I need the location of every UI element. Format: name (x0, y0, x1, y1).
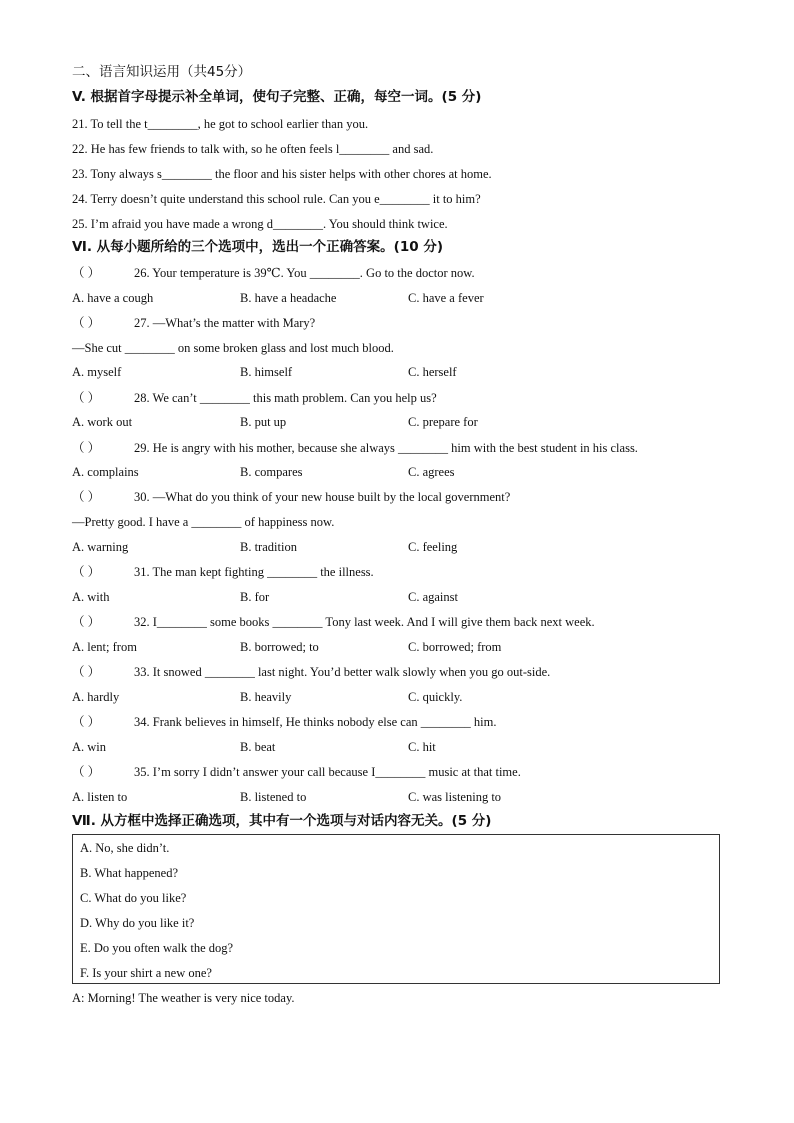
question-text: 28. We can’t ________ this math problem. Can you help us? (134, 391, 437, 405)
answer-paren: （ ） (72, 490, 101, 504)
question-text: 34. Frank believes in himself, He thinks nobody else can ________ him. (134, 715, 497, 729)
option-a: A. myself (72, 365, 122, 379)
question-text: 32. I________ some books ________ Tony last week. And I will give them back next week. (134, 615, 595, 629)
answer-paren: （ ） (72, 316, 101, 330)
option-a: A. have a cough (72, 291, 154, 305)
question-32 (72, 614, 595, 630)
question-29 (72, 440, 638, 456)
question-33 (72, 664, 550, 680)
option-b: B. compares (240, 465, 303, 479)
option-b: B. himself (240, 365, 293, 379)
answer-paren: （ ） (72, 441, 101, 455)
question-text: 35. I’m sorry I didn’t answer your call because I________ music at that time. (134, 765, 521, 779)
option-c: C. feeling (408, 540, 458, 554)
answer-paren: （ ） (72, 565, 101, 579)
question-text: 30. —What do you think of your new house built by the local government? (134, 490, 511, 504)
option-b: B. beat (240, 740, 276, 754)
option-a: A. with (72, 590, 110, 604)
part-vii-heading: Ⅶ. 从方框中选择正确选项，其中有一个选项与对话内容无关。(5 分) (72, 813, 492, 829)
option-b: B. have a headache (240, 291, 337, 305)
option-a: A. work out (72, 415, 133, 429)
question-25: 25. I’m afraid you have made a wrong d________. You should think twice. (72, 217, 448, 231)
answer-paren: （ ） (72, 391, 101, 405)
option-c: C. borrowed; from (408, 640, 502, 654)
question-31 (72, 564, 374, 580)
option-c: C. hit (408, 740, 436, 754)
box-option-c: C. What do you like? (80, 891, 187, 905)
option-b: B. borrowed; to (240, 640, 319, 654)
question-text: 26. Your temperature is 39℃. You ________. Go to the doctor now. (134, 266, 475, 280)
question-30 (72, 489, 510, 505)
option-a: A. hardly (72, 690, 120, 704)
question-text: 27. —What’s the matter with Mary? (134, 316, 316, 330)
option-a: A. complains (72, 465, 139, 479)
question-30-line2: —Pretty good. I have a ________ of happiness now. (72, 515, 335, 529)
option-b: B. put up (240, 415, 287, 429)
option-c: C. was listening to (408, 790, 502, 804)
answer-paren: （ ） (72, 266, 101, 280)
question-22: 22. He has few friends to talk with, so he often feels l________ and sad. (72, 142, 434, 156)
answer-paren: （ ） (72, 615, 101, 629)
question-28 (72, 390, 437, 406)
question-24: 24. Terry doesn’t quite understand this school rule. Can you e________ it to him? (72, 192, 481, 206)
question-35 (72, 764, 521, 780)
section-title: 二、语言知识运用（共45分） (72, 64, 252, 80)
question-text: 33. It snowed ________ last night. You’d better walk slowly when you go out-side. (134, 665, 551, 679)
question-27 (72, 315, 315, 331)
option-b: B. heavily (240, 690, 292, 704)
box-option-e: E. Do you often walk the dog? (80, 941, 234, 955)
part-v-heading: V. 根据首字母提示补全单词，使句子完整、正确，每空一词。(5 分) (72, 89, 482, 105)
answer-paren: （ ） (72, 765, 101, 779)
question-26 (72, 265, 475, 281)
option-b: B. listened to (240, 790, 307, 804)
option-b: B. tradition (240, 540, 297, 554)
question-text: 29. He is angry with his mother, because she always ________ him with the best student in his class. (134, 441, 638, 455)
answer-paren: （ ） (72, 715, 101, 729)
option-b: B. for (240, 590, 270, 604)
box-option-a: A. No, she didn’t. (80, 841, 170, 855)
option-c: C. herself (408, 365, 457, 379)
question-21: 21. To tell the t________, he got to school earlier than you. (72, 117, 369, 131)
option-a: A. listen to (72, 790, 128, 804)
option-c: C. agrees (408, 465, 455, 479)
question-text: 31. The man kept fighting ________ the illness. (134, 565, 374, 579)
question-34 (72, 714, 496, 730)
option-a: A. lent; from (72, 640, 137, 654)
box-option-d: D. Why do you like it? (80, 916, 195, 930)
box-option-f: F. Is your shirt a new one? (80, 966, 212, 980)
part-vi-heading: Ⅵ. 从每小题所给的三个选项中，选出一个正确答案。(10 分) (72, 239, 443, 255)
options-box (72, 834, 720, 984)
dialogue-line-1: A: Morning! The weather is very nice today. (72, 991, 295, 1005)
question-23: 23. Tony always s________ the floor and his sister helps with other chores at home. (72, 167, 492, 181)
option-c: C. against (408, 590, 458, 604)
option-c: C. have a fever (408, 291, 484, 305)
question-27-line2: —She cut ________ on some broken glass and lost much blood. (72, 341, 394, 355)
box-option-b: B. What happened? (80, 866, 178, 880)
option-a: A. warning (72, 540, 129, 554)
option-c: C. prepare for (408, 415, 478, 429)
option-c: C. quickly. (408, 690, 463, 704)
answer-paren: （ ） (72, 665, 101, 679)
option-a: A. win (72, 740, 107, 754)
